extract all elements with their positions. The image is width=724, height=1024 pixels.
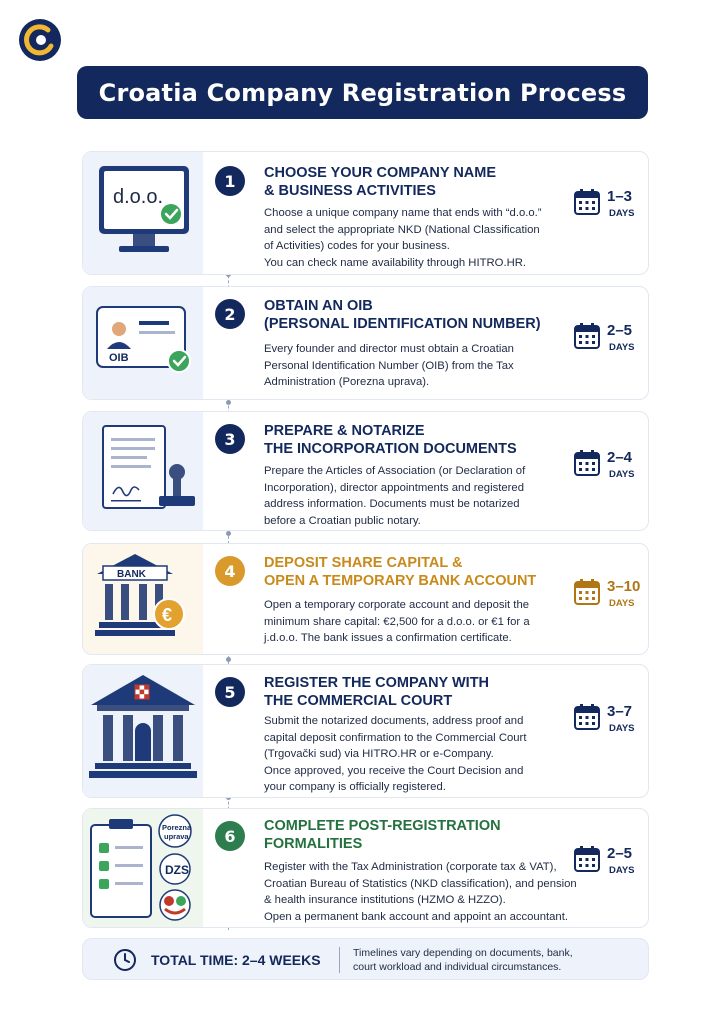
- total-time-bar: [82, 938, 649, 980]
- step-duration: [573, 322, 643, 362]
- step-title: DEPOSIT SHARE CAPITAL & OPEN A TEMPORARY BANK ACCOUNT: [264, 555, 537, 589]
- timeline-dot: [226, 657, 231, 662]
- duration-value: 2–5: [607, 845, 633, 862]
- step-title: REGISTER THE COMPANY WITH THE COMMERCIAL COURT: [264, 675, 490, 709]
- step-duration: [573, 188, 643, 228]
- bank-icon: [83, 544, 203, 656]
- step-description: Prepare the Articles of Association (or Declaration of Incorporation), director appointments and registered address information. Documents must be notarized before a Croatian public notary.: [264, 465, 526, 527]
- duration-value: 3–10: [607, 578, 641, 595]
- duration-unit: DAYS: [609, 208, 635, 219]
- step-card-3: [82, 411, 649, 531]
- step-title: COMPLETE POST-REGISTRATION FORMALITIES: [264, 818, 501, 852]
- step-title: PREPARE & NOTARIZE THE INCORPORATION DOCUMENTS: [264, 423, 517, 457]
- duration-unit: DAYS: [609, 865, 635, 876]
- svg-text:€: €: [162, 605, 173, 625]
- illustration-label: uprava: [164, 832, 189, 841]
- id-card-icon: [83, 287, 203, 401]
- step-description: Submit the notarized documents, address proof and capital deposit confirmation to the Commercial Court (Trgovački sud) via HITRO.HR or e-Company. Once approved, you receive the Court Decision and your company is officially registered.: [264, 715, 527, 793]
- step-title: OBTAIN AN OIB (PERSONAL IDENTIFICATION NUMBER): [264, 298, 541, 332]
- illustration-label: BANK: [117, 569, 146, 580]
- page-title: Croatia Company Registration Process: [98, 78, 627, 107]
- clock-icon: [113, 948, 137, 972]
- calendar-icon: [573, 449, 601, 477]
- divider: [339, 947, 340, 973]
- illustration-label: OIB: [109, 352, 129, 364]
- step-number-badge: 5: [215, 677, 245, 707]
- step-duration: [573, 449, 643, 489]
- step-illustration: [83, 665, 203, 797]
- document-stamp-icon: [83, 412, 203, 532]
- step-description: Open a temporary corporate account and deposit the minimum share capital: €2,500 for a d.o.o. or €1 for a j.d.o.o. The bank issues a confirmation certificate.: [264, 599, 530, 644]
- step-illustration: [83, 809, 203, 927]
- step-duration: [573, 578, 643, 618]
- step-illustration: [83, 544, 203, 654]
- checklist-icon: [83, 809, 203, 929]
- duration-value: 2–4: [607, 449, 633, 466]
- step-duration: [573, 703, 643, 743]
- step-illustration: [83, 287, 203, 399]
- step-description: Every founder and director must obtain a Croatian Personal Identification Number (OIB) from the Tax Administration (Porezna uprava).: [264, 343, 514, 388]
- duration-unit: DAYS: [609, 342, 635, 353]
- step-number-badge: 1: [215, 166, 245, 196]
- calendar-icon: [573, 703, 601, 731]
- calendar-icon: [573, 845, 601, 873]
- step-number-badge: 6: [215, 821, 245, 851]
- monitor-icon: [83, 152, 203, 276]
- step-illustration: [83, 412, 203, 530]
- duration-value: 1–3: [607, 188, 633, 205]
- step-title: CHOOSE YOUR COMPANY NAME & BUSINESS ACTIVITIES: [264, 165, 497, 199]
- step-card-1: [82, 151, 649, 275]
- step-description: Register with the Tax Administration (corporate tax & VAT), Croatian Bureau of Statistics (NKD classification), and pension & health insurance institutions (HZMO & HZZO). Open a permanent bank account and appoint an accountant.: [264, 861, 577, 923]
- duration-unit: DAYS: [609, 598, 635, 609]
- brand-logo-icon: [18, 18, 62, 62]
- duration-unit: DAYS: [609, 469, 635, 480]
- total-time-label: TOTAL TIME: 2–4 WEEKS: [151, 952, 321, 968]
- illustration-label: d.o.o.: [113, 186, 164, 208]
- duration-value: 2–5: [607, 322, 633, 339]
- calendar-icon: [573, 188, 601, 216]
- timeline-dot: [226, 531, 231, 536]
- step-card-2: [82, 286, 649, 400]
- step-illustration: [83, 152, 203, 274]
- illustration-label: Porezna: [162, 823, 192, 832]
- courthouse-icon: [83, 665, 203, 799]
- step-number-badge: 3: [215, 424, 245, 454]
- step-card-4: [82, 543, 649, 655]
- total-time-note: Timelines vary depending on documents, bank, court workload and individual circumstances.: [353, 947, 573, 973]
- step-card-6: [82, 808, 649, 928]
- duration-unit: DAYS: [609, 723, 635, 734]
- step-number-badge: 4: [215, 556, 245, 586]
- illustration-label: DZS: [165, 863, 189, 877]
- calendar-icon: [573, 322, 601, 350]
- step-description: Choose a unique company name that ends with “d.o.o.” and select the appropriate NKD (National Classification of Activities) codes for your business. You can check name availability through HITRO.HR.: [264, 207, 542, 269]
- step-duration: [573, 845, 643, 885]
- calendar-icon: [573, 578, 601, 606]
- timeline-dot: [226, 400, 231, 405]
- step-number-badge: 2: [215, 299, 245, 329]
- title-banner: [77, 66, 648, 119]
- duration-value: 3–7: [607, 703, 633, 720]
- step-card-5: [82, 664, 649, 798]
